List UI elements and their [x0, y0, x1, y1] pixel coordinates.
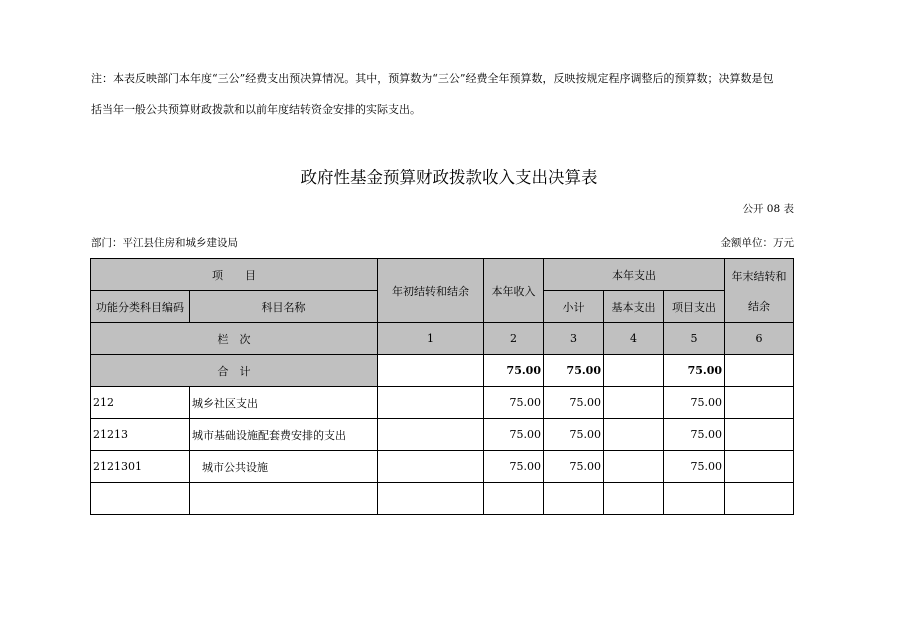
row-basic — [604, 483, 664, 515]
row-project: 75.00 — [664, 419, 725, 451]
row-subtotal: 75.00 — [544, 451, 604, 483]
header-basic: 基本支出 — [604, 291, 664, 323]
row-begin-balance — [378, 483, 484, 515]
table-row — [91, 483, 794, 515]
row-project: 75.00 — [664, 387, 725, 419]
row-income: 75.00 — [484, 419, 544, 451]
total-project: 75.00 — [664, 355, 725, 387]
row-name: 城市公共设施 — [190, 451, 378, 483]
header-subtotal: 小计 — [544, 291, 604, 323]
row-begin-balance — [378, 419, 484, 451]
total-begin-balance — [378, 355, 484, 387]
row-income: 75.00 — [484, 451, 544, 483]
row-begin-balance — [378, 387, 484, 419]
row-begin-balance — [378, 451, 484, 483]
column-6: 6 — [725, 323, 794, 355]
header-expense: 本年支出 — [544, 259, 725, 291]
column-4: 4 — [604, 323, 664, 355]
row-code: 212 — [91, 387, 190, 419]
header-end-balance-line1: 年末结转和 — [731, 269, 787, 283]
column-5: 5 — [664, 323, 725, 355]
row-end-balance — [725, 387, 794, 419]
row-basic — [604, 451, 664, 483]
row-end-balance — [725, 483, 794, 515]
total-label: 合 计 — [91, 355, 378, 387]
row-subtotal: 75.00 — [544, 419, 604, 451]
header-project: 项目支出 — [664, 291, 725, 323]
unit-label: 金额单位：万元 — [720, 237, 794, 249]
row-code: 21213 — [91, 419, 190, 451]
header-begin-balance: 年初结转和结余 — [378, 259, 484, 323]
header-item: 项 目 — [91, 259, 378, 291]
row-name: 城市基础设施配套费安排的支出 — [190, 419, 378, 451]
note-line-1: 注：本表反映部门本年度“三公”经费支出预决算情况。其中，预算数为“三公”经费全年预算数，反映按规定程序调整后的预算数；决算数是包 — [91, 72, 774, 85]
department-label: 部门：平江县住房和城乡建设局 — [91, 237, 238, 249]
table-row — [91, 451, 794, 483]
column-3: 3 — [544, 323, 604, 355]
header-code: 功能分类科目编码 — [91, 291, 190, 323]
row-code — [91, 483, 190, 515]
row-subtotal: 75.00 — [544, 387, 604, 419]
column-number-row — [91, 323, 794, 355]
total-row — [91, 355, 794, 387]
page-title: 政府性基金预算财政拨款收入支出决算表 — [300, 168, 598, 187]
row-name: 城乡社区支出 — [190, 387, 378, 419]
column-1: 1 — [378, 323, 484, 355]
row-income: 75.00 — [484, 387, 544, 419]
row-project — [664, 483, 725, 515]
header-end-balance-line2: 结余 — [748, 299, 771, 313]
total-basic — [604, 355, 664, 387]
form-number: 公开 08 表 — [742, 203, 794, 215]
total-end-balance — [725, 355, 794, 387]
header-name: 科目名称 — [190, 291, 378, 323]
row-name — [190, 483, 378, 515]
row-income — [484, 483, 544, 515]
row-code: 2121301 — [91, 451, 190, 483]
note-line-2: 括当年一般公共预算财政拨款和以前年度结转资金安排的实际支出。 — [91, 103, 421, 116]
column-label: 栏 次 — [91, 323, 378, 355]
total-subtotal: 75.00 — [544, 355, 604, 387]
fund-budget-table — [90, 258, 794, 515]
row-project: 75.00 — [664, 451, 725, 483]
row-subtotal — [544, 483, 604, 515]
row-basic — [604, 419, 664, 451]
row-end-balance — [725, 451, 794, 483]
column-2: 2 — [484, 323, 544, 355]
row-end-balance — [725, 419, 794, 451]
table-row — [91, 419, 794, 451]
total-income: 75.00 — [484, 355, 544, 387]
header-income: 本年收入 — [484, 259, 544, 323]
row-basic — [604, 387, 664, 419]
table-row — [91, 387, 794, 419]
header-end-balance — [725, 259, 794, 323]
